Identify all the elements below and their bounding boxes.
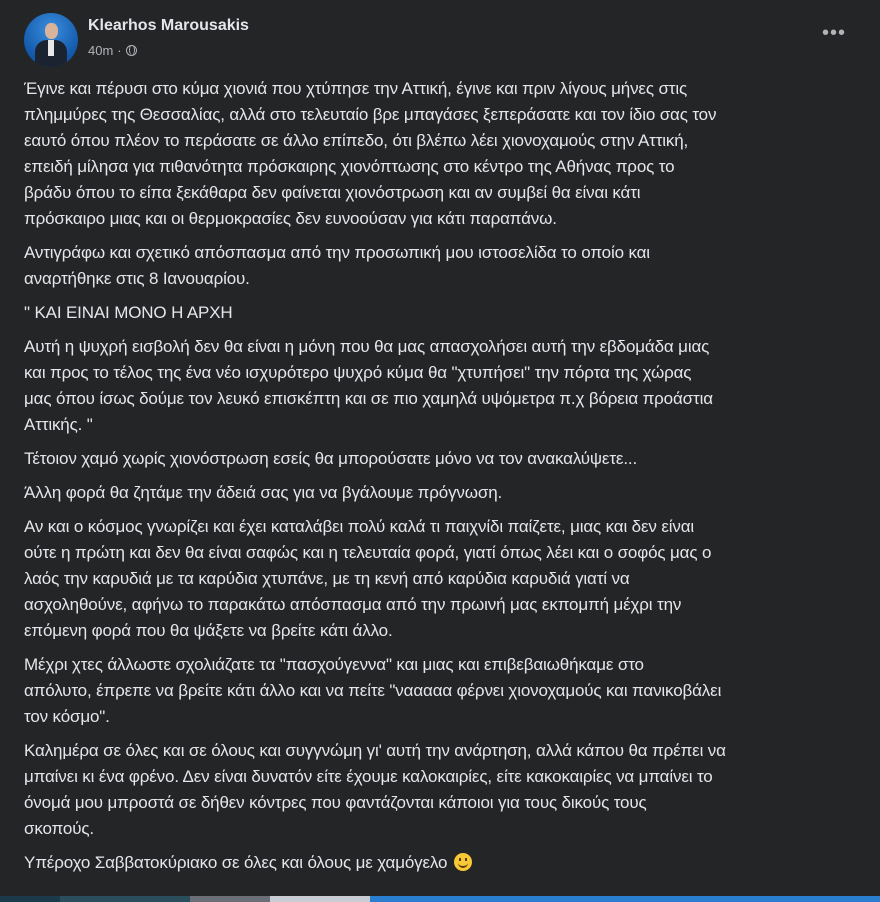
post-text-line: επειδή μίλησα για πιθανότητα πρόσκαιρης χιονόπτωσης στο κέντρο της Αθήνας προς το [24,157,675,176]
post-text-line: Μέχρι χτες άλλωστε σχολιάζατε τα "πασχούγεννα" και μιας και επιβεβαιωθήκαμε στο [24,655,644,674]
post-text-line: μας όπου ίσως δούμε τον λευκό επισκέπτη και σε πιο χαμηλά υψόμετρα π.χ βόρεια προάστια [24,389,713,408]
post-text-line: σκοπούς. [24,819,94,838]
post-text-line: τον κόσμο". [24,707,110,726]
post-text-line: μπαίνει κι ένα φρένο. Δεν είναι δυνατόν είτε έχουμε καλοκαιρίες, είτε κακοκαιρίες να μπαίνει το [24,767,713,786]
post-paragraph [24,446,864,472]
attached-media-edge[interactable] [0,896,880,902]
post-text-line: Αντιγράφω και σχετικό απόσπασμα από την προσωπική μου ιστοσελίδα το οποίο και [24,243,650,262]
post-paragraph [24,480,864,506]
post-text-line: απόλυτο, έπρεπε να βρείτε κάτι άλλο και να πείτε "νααααα φέρνει χιονοχαμούς και πανικοβάλει [24,681,722,700]
post-text-line: Αυτή η ψυχρή εισβολή δεν θα είναι η μόνη που θα μας απασχολήσει αυτή την εβδομάδα μιας [24,337,710,356]
post-paragraph [24,514,864,644]
post-paragraph [24,300,864,326]
post-text-line: " ΚΑΙ ΕΙΝΑΙ ΜΟΝΟ Η ΑΡΧΗ [24,303,233,322]
post-paragraph [24,334,864,438]
post-text-line: Καλημέρα σε όλες και σε όλους και συγγνώμη γι' αυτή την ανάρτηση, αλλά κάπου θα πρέπει να [24,741,726,760]
post-text-line: πρόσκαιρο μιας και οι θερμοκρασίες δεν ευνοούσαν για κάτι παραπάνω. [24,209,557,228]
post-text-line: λαός την καρυδιά με τα καρύδια χτυπάνε, με τη κενή από καρύδια καρυδιά γιατί να [24,569,630,588]
post-paragraph [24,76,864,232]
globe-icon[interactable] [126,45,137,56]
avatar-shirt [48,40,54,56]
post-text-line: Αν και ο κόσμος γνωρίζει και έχει καταλάβει πολύ καλά τι παιχνίδι παίζετε, μιας και δεν είναι [24,517,695,536]
post-body [24,76,864,884]
post-paragraph [24,652,864,730]
more-options-button[interactable]: ••• [822,22,847,44]
post-text-line-wrap [24,850,864,876]
post-text-line: βράδυ όπου το είπα ξεκάθαρα δεν φαίνεται χιονόστρωση και αν συμβεί θα είναι κάτι [24,183,641,202]
post-text-line: αναρτήθηκε στις 8 Ιανουαρίου. [24,269,250,288]
avatar-head [45,23,58,39]
author-name[interactable]: Klearhos Marousakis [88,17,249,34]
post-paragraph [24,240,864,292]
post-text-line: Υπέροχο Σαββατοκύριακο σε όλες και όλους με χαμόγελο [24,853,448,872]
post-text-line: ούτε η πρώτη και δεν θα είναι σαφώς και η τελευταία φορά, γιατί όπως λέει και ο σοφός μας ο [24,543,712,562]
post-text-line: ασχοληθούνε, αφήνω το παρακάτω απόσπασμα από την πρωινή μας εκπομπή μέχρι την [24,595,682,614]
post-text-line: και προς το τέλος της ένα νέο ισχυρότερο ψυχρό κύμα θα "χτυπήσει" την πόρτα της χώρας [24,363,692,382]
author-avatar[interactable] [24,13,78,67]
post-text-line: επόμενη φορά που θα ψάξετε να βρείτε κάτι άλλο. [24,621,393,640]
smiling-face-icon [454,853,472,871]
post-text-line: πλημμύρες της Θεσσαλίας, αλλά στο τελευταίο βρε μπαγάσες ξεπεράσατε και τον ίδιο σας τον [24,105,717,124]
post-meta [88,43,137,58]
post-text-line: όνομά μου μπροστά σε δήθεν κόντρες που φαντάζονται κάποιοι για τους δικούς τους [24,793,647,812]
post-time[interactable]: 40m [88,43,114,58]
post-paragraph [24,738,864,842]
post-text-line: Άλλη φορά θα ζητάμε την άδειά σας για να βγάλουμε πρόγνωση. [24,483,503,502]
post-text-line: Αττικής. " [24,415,93,434]
post-text-line: εαυτό όπου πλέον το περάσατε σε άλλο επίπεδο, ότι βλέπω λέει χιονοχαμούς στην Αττική, [24,131,689,150]
post-text-line: Έγινε και πέρυσι στο κύμα χιονιά που χτύπησε την Αττική, έγινε και πριν λίγους μήνες στις [24,79,688,98]
post-paragraph [24,850,864,876]
post-text-line: Τέτοιον χαμό χωρίς χιονόστρωση εσείς θα μπορούσατε μόνο να τον ανακαλύψετε... [24,449,638,468]
meta-separator: · [117,43,122,58]
